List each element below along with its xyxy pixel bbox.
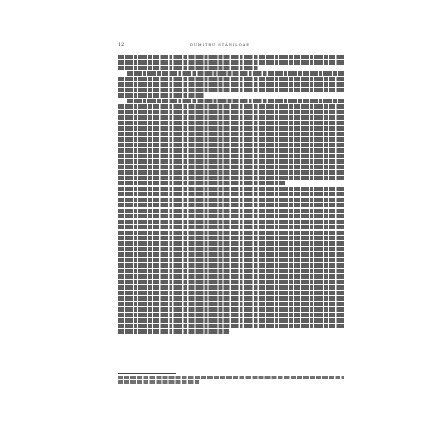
footnote-rule <box>118 373 176 374</box>
text-line <box>118 258 344 262</box>
text-line <box>118 170 344 174</box>
text-line <box>118 324 344 328</box>
text-line <box>118 154 344 158</box>
text-line <box>118 82 344 86</box>
text-line <box>118 236 344 240</box>
paragraph <box>118 187 344 334</box>
text-line <box>118 225 344 229</box>
text-line <box>118 77 344 81</box>
text-line <box>118 159 344 163</box>
text-line <box>118 203 344 207</box>
text-line <box>118 110 344 114</box>
paragraph <box>118 71 344 97</box>
text-line <box>118 121 344 125</box>
text-line <box>118 209 344 213</box>
text-line <box>118 143 344 147</box>
text-line <box>118 214 344 218</box>
text-line <box>118 66 258 70</box>
text-line <box>118 115 344 119</box>
body-text <box>118 55 344 371</box>
text-line <box>127 71 344 75</box>
text-line <box>118 198 344 202</box>
text-line <box>118 126 344 130</box>
text-line <box>118 285 344 289</box>
text-line <box>118 252 344 256</box>
text-line <box>118 263 344 267</box>
text-line <box>118 104 344 108</box>
text-line <box>127 99 344 103</box>
text-line <box>118 247 344 251</box>
footnote-line <box>118 376 344 379</box>
text-line <box>118 291 344 295</box>
text-line <box>118 313 344 317</box>
footnotes <box>118 376 344 385</box>
text-line <box>118 165 344 169</box>
text-line <box>118 148 344 152</box>
text-line <box>118 187 344 191</box>
text-line <box>118 280 344 284</box>
text-line <box>118 176 344 180</box>
running-head: DUMITRU STĂNILOAE <box>190 43 250 47</box>
text-line <box>118 181 285 185</box>
text-line <box>118 269 344 273</box>
text-line <box>118 93 204 97</box>
text-line <box>118 220 344 224</box>
text-line <box>118 307 344 311</box>
page-number: 12 <box>118 42 125 48</box>
text-line <box>118 192 344 196</box>
text-line <box>118 55 344 59</box>
text-line <box>118 241 344 245</box>
footnote-line <box>118 380 199 383</box>
text-line <box>118 231 344 235</box>
text-line <box>118 302 344 306</box>
text-line <box>118 274 344 278</box>
text-line <box>118 318 344 322</box>
paragraph <box>118 99 344 186</box>
text-line <box>118 60 344 64</box>
text-line <box>118 329 229 333</box>
text-line <box>118 132 344 136</box>
paragraph <box>118 55 344 70</box>
text-line <box>118 88 344 92</box>
text-line <box>118 137 344 141</box>
text-line <box>118 296 344 300</box>
